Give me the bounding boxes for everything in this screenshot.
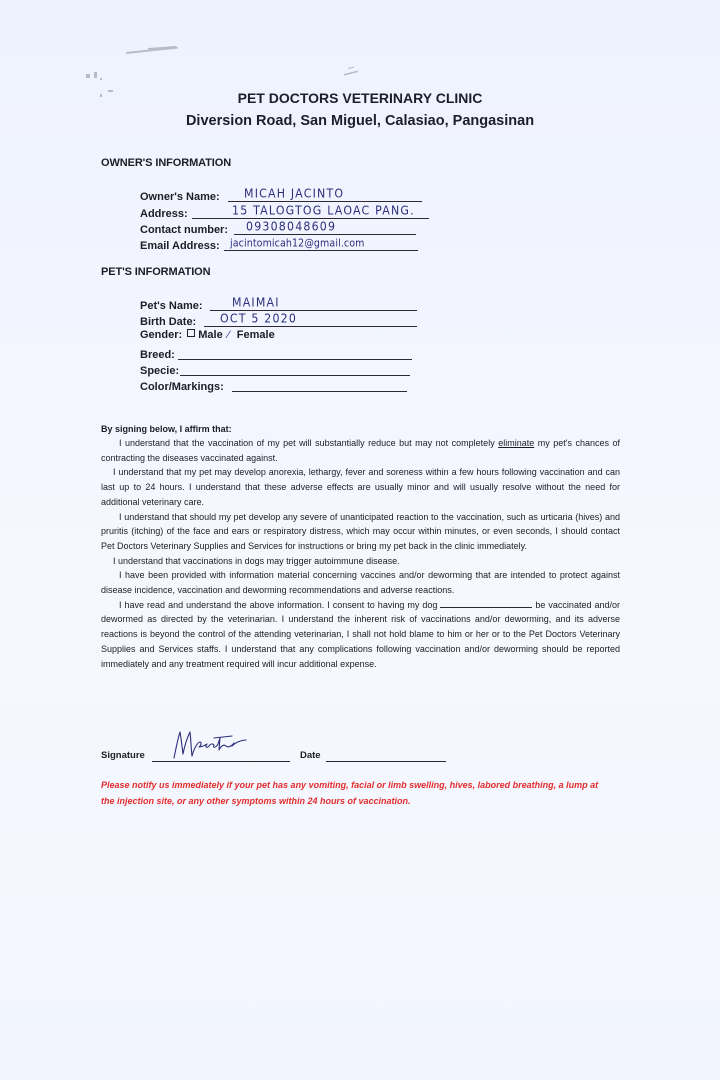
- owner-contact-value: 09308048609: [246, 219, 337, 234]
- owner-email-label: Email Address:: [140, 240, 220, 252]
- consent-p6-text-a: I have read and understand the above information. I consent to having my dog: [119, 599, 441, 610]
- consent-paragraph-2: I understand that my pet may develop anorexia, lethargy, fever and soreness within a few hours following vaccination and can last up to 24 hours. I understand that these adverse effects are usually minor and will usually resolve without the need for additional veterinary care.: [101, 467, 620, 507]
- vaccination-notice: Please notify us immediately if your pet has any vomiting, facial or limb swelling, hives, labored breathing, a lump at the injection site, or any other symptoms within 24 hours of vaccination.: [101, 780, 599, 806]
- gender-label: Gender:: [140, 329, 183, 341]
- male-option-label: Male: [198, 329, 223, 341]
- owner-contact-line: [234, 234, 416, 235]
- handwritten-signature: [170, 728, 250, 764]
- owner-email-value: jacintomicah12@gmail.com: [230, 237, 365, 250]
- female-option-label: Female: [236, 329, 275, 341]
- specie-line: [180, 375, 410, 376]
- owner-address-value: 15 TALOGTOG LAOAC PANG.: [232, 203, 415, 218]
- color-markings-label: Color/Markings:: [140, 381, 224, 393]
- consent-p1-text-a: I understand that the vaccination of my pet will substantially reduce but may not completely: [119, 438, 499, 448]
- consent-p1-text-b: my pet's chances of contracting the diseases vaccinated against.: [101, 438, 620, 463]
- color-markings-line: [232, 391, 407, 392]
- pet-section-heading: PET'S INFORMATION: [101, 266, 211, 278]
- owner-address-label: Address:: [140, 208, 188, 220]
- clinic-name-heading: PET DOCTORS VETERINARY CLINIC: [237, 90, 483, 106]
- clinic-address-heading: Diversion Road, San Miguel, Calasiao, Pangasinan: [185, 113, 535, 129]
- consent-paragraph-4: I understand that vaccinations in dogs may trigger autoimmune disease.: [113, 555, 400, 566]
- owner-email-field[interactable]: [140, 237, 430, 253]
- female-checkbox-checked-icon[interactable]: ⁄: [227, 329, 230, 341]
- consent-paragraph-1: [101, 436, 620, 465]
- male-checkbox[interactable]: [187, 329, 195, 337]
- breed-line: [178, 359, 412, 360]
- birth-date-line: [204, 326, 417, 327]
- specie-label: Specie:: [140, 365, 180, 377]
- signature-label: Signature: [101, 750, 145, 761]
- affirm-heading: By signing below, I affirm that:: [101, 424, 232, 434]
- date-label: Date: [300, 750, 321, 761]
- consent-p6-text-b: be vaccinated and/or dewormed as directed by the veterinarian. I understand the inherent risk of vaccinations and/or deworming, and its adverse reactions is beyond the control of the attending veterinarian, I shall not hold blame to him or her or to the Pet Doctors Veterinary Supplies and Services staffs. I understand that any complications following vaccination and/or deworming should be reported immediately and any treatment required will incur additional expense.: [101, 599, 620, 669]
- owner-name-line: [228, 201, 422, 202]
- owner-name-value: MICAH JACINTO: [244, 186, 345, 201]
- owner-email-line: [224, 250, 418, 251]
- owner-name-label: Owner's Name:: [140, 191, 220, 203]
- pet-name-value: MAIMAI: [232, 295, 280, 310]
- color-markings-field[interactable]: [140, 378, 430, 394]
- gender-field: [140, 329, 275, 341]
- consent-text-block: [101, 436, 620, 671]
- consent-paragraph-5: I have been provided with information material concerning vaccines and/or deworming that are intended to protect against disease incidence, vaccination and deworming recommendations and adverse reactions.: [101, 570, 620, 596]
- birth-date-label: Birth Date:: [140, 316, 197, 328]
- birth-date-value: OCT 5 2020: [220, 311, 298, 326]
- owner-contact-field[interactable]: [140, 221, 430, 237]
- consent-paragraph-3: I understand that should my pet develop any severe of unanticipated reaction to the vaccination, such as urticaria (hives) and pruritis (itching) of the face and ears or respiratory distress, which may occur within minutes, or even seconds, I should contact Pet Doctors Veterinary Supplies and Services for instructions or bring my pet back in the clinic immediately.: [101, 511, 620, 551]
- dog-name-blank[interactable]: [440, 599, 532, 608]
- breed-label: Breed:: [140, 349, 175, 361]
- birth-date-field[interactable]: [140, 313, 430, 329]
- specie-field[interactable]: [140, 362, 430, 378]
- consent-p1-underlined-word: eliminate: [498, 438, 535, 448]
- consent-paragraph-6: [101, 598, 620, 672]
- breed-field[interactable]: [140, 346, 430, 362]
- owner-name-field[interactable]: [140, 188, 430, 204]
- date-line[interactable]: [326, 761, 446, 762]
- owner-section-heading: OWNER'S INFORMATION: [101, 157, 232, 169]
- owner-contact-label: Contact number:: [140, 224, 228, 236]
- pet-name-label: Pet's Name:: [140, 300, 203, 312]
